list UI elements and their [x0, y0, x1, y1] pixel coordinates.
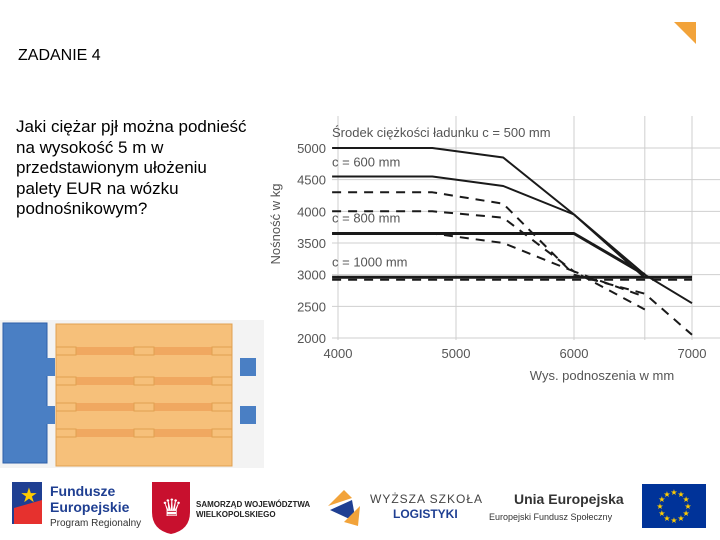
eu-star: ★: [684, 502, 692, 511]
logo1-line1: Fundusze: [50, 483, 116, 499]
logo3-line1: WYŻSZA SZKOŁA: [370, 492, 484, 506]
x-tick-label: 7000: [677, 346, 707, 361]
fork-left: [3, 323, 47, 463]
wsl-logo: [328, 490, 483, 526]
load-capacity-chart: [262, 112, 720, 390]
y-tick-label: 2000: [297, 331, 326, 346]
fork-tine-2: [43, 406, 55, 424]
eu-star: ★: [663, 489, 671, 499]
logo2-line1: SAMORZĄD WOJEWÓDZTWA: [196, 500, 311, 509]
star-icon: ★: [20, 485, 38, 507]
eu-star: ★: [677, 514, 685, 524]
eu-star: ★: [670, 488, 678, 497]
y-tick-label: 5000: [297, 141, 326, 156]
logo1-line2: Europejskie: [50, 499, 130, 515]
x-tick-label: 6000: [559, 346, 589, 361]
eu-star: ★: [663, 514, 671, 524]
y-tick-label: 2500: [297, 299, 326, 315]
logo4-line2: Europejski Fundusz Społeczny: [489, 512, 613, 522]
eu-star: ★: [656, 502, 664, 511]
slide-title: ZADANIE 4: [18, 47, 101, 64]
fundusze-europejskie-logo: [12, 482, 141, 529]
fork-right-1: [240, 358, 256, 376]
footer-logos: [0, 470, 720, 540]
annotation-2: c = 800 mm: [332, 210, 401, 226]
annotation-0: Środek ciężkości ładunku c = 500 mm: [332, 125, 551, 141]
pallet-illustration: [0, 320, 264, 468]
eu-star: ★: [670, 516, 678, 525]
eu-star: ★: [682, 495, 690, 504]
x-tick-label: 4000: [323, 346, 353, 361]
eu-star: ★: [658, 509, 666, 518]
annotation-3: c = 1000 mm: [332, 254, 408, 270]
eu-star: ★: [682, 509, 690, 518]
y-tick-label: 3000: [297, 267, 326, 283]
y-tick-label: 4000: [297, 204, 326, 220]
x-tick-label: 5000: [441, 346, 471, 361]
fork-tine-1: [43, 358, 55, 376]
y-tick-label: 4500: [297, 172, 326, 188]
logo3-line2: LOGISTYKI: [393, 507, 458, 521]
logo2-line2: WIELKOPOLSKIEGO: [196, 510, 276, 519]
fork-right-2: [240, 406, 256, 424]
y-tick-label: 3500: [297, 236, 326, 251]
y-axis-label: Nośność w kg: [268, 183, 283, 265]
annotation-1: c = 600 mm: [332, 154, 401, 170]
samorzad-logo: [152, 482, 310, 534]
unia-europejska-logo: [489, 484, 706, 528]
eu-star: ★: [677, 489, 685, 499]
logo1-line3: Program Regionalny: [50, 518, 142, 529]
eu-star: ★: [658, 495, 666, 504]
pallet-body: [56, 324, 232, 466]
x-axis-label: Wys. podnoszenia w mm: [529, 368, 675, 383]
question-text: Jaki ciężar pjł można podnieść na wysokość 5 m w przedstawionym ułożeniu palety EUR na wózku podnośnikowym?: [16, 117, 247, 218]
corner-accent: [674, 22, 696, 44]
logo4-line1: Unia Europejska: [514, 491, 624, 507]
eagle-icon: ♛: [161, 495, 183, 522]
